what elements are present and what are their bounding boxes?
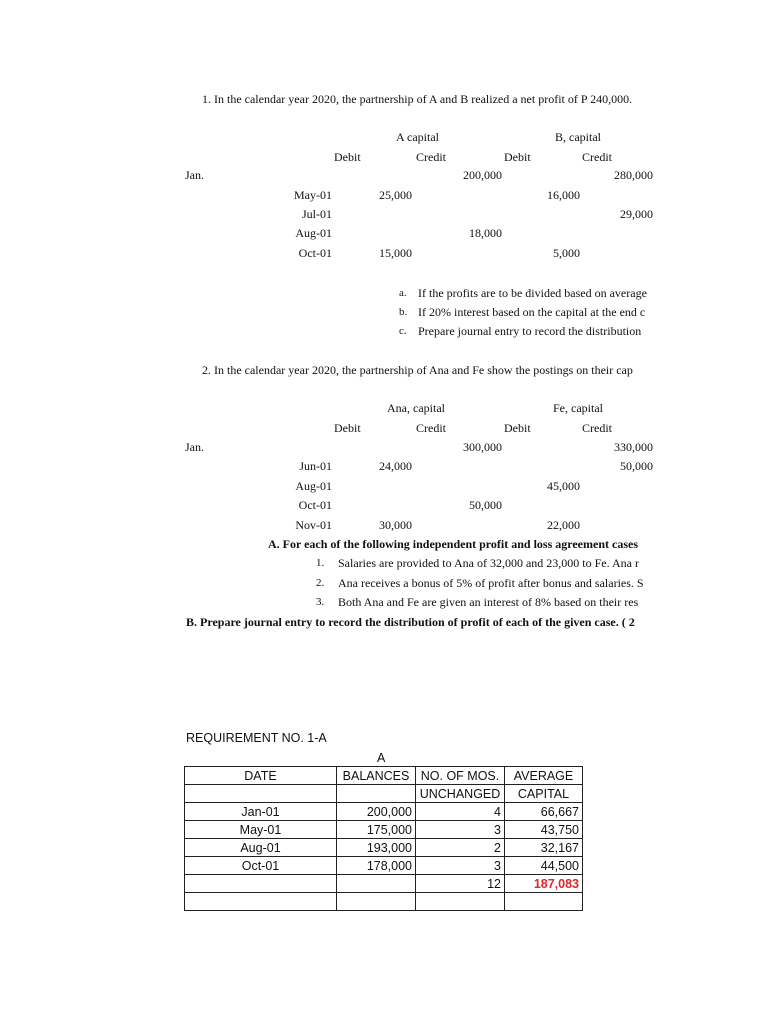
header-date: DATE — [185, 767, 337, 785]
cell-months: 3 — [416, 857, 505, 875]
p2-item-text: Salaries are provided to Ana of 32,000 and 23,000 to Fe. Ana r — [338, 556, 639, 570]
header-months: NO. OF MOS. — [416, 767, 505, 785]
cell-balance: 200,000 — [337, 803, 416, 821]
p1-b-credit: 29,000 — [620, 207, 653, 221]
p1-item-text: If 20% interest based on the capital at the end c — [418, 305, 646, 319]
p2-a-debit: 24,000 — [379, 459, 412, 473]
cell-empty — [505, 893, 583, 911]
p2-b-credit: 330,000 — [614, 440, 653, 454]
cell-months: 3 — [416, 821, 505, 839]
p2-item-mark: 3. — [316, 596, 325, 608]
table-row — [185, 821, 583, 839]
b-capital-header: B, capital — [555, 130, 601, 144]
p2-row-label: Oct-01 — [298, 498, 332, 512]
header-balances-2 — [337, 785, 416, 803]
p2-a-debit: 30,000 — [379, 518, 412, 532]
p1-row-label: May-01 — [294, 188, 332, 202]
ana-credit-header: Credit — [416, 421, 446, 435]
p1-a-debit: 25,000 — [379, 188, 412, 202]
fe-capital-header: Fe, capital — [553, 401, 603, 415]
cell-average: 43,750 — [505, 821, 583, 839]
p1-row-label: Oct-01 — [298, 246, 332, 260]
p1-item-mark: a. — [399, 287, 407, 299]
table-label: A — [377, 751, 386, 765]
p1-item-mark: c. — [399, 325, 407, 337]
cell-empty — [185, 875, 337, 893]
p2-a-credit: 50,000 — [469, 498, 502, 512]
ana-capital-header: Ana, capital — [387, 401, 445, 415]
p1-a-credit: 200,000 — [463, 168, 502, 182]
p1-item-text: If the profits are to be divided based on average — [418, 286, 647, 300]
p2-heading-b: B. Prepare journal entry to record the distribution of profit of each of the given case. ( 2 — [186, 615, 635, 629]
cell-average: 32,167 — [505, 839, 583, 857]
a-credit-header: Credit — [416, 150, 446, 164]
table-empty-row — [185, 893, 583, 911]
a-debit-header: Debit — [334, 150, 361, 164]
p2-row-label: Jun-01 — [299, 459, 332, 473]
p1-item-mark: b. — [399, 306, 408, 318]
a-capital-header: A capital — [396, 130, 439, 144]
p2-row-label: Jan. — [185, 440, 204, 454]
table-row — [185, 803, 583, 821]
cell-date: Jan-01 — [185, 803, 337, 821]
header-balances: BALANCES — [337, 767, 416, 785]
p2-row-label: Nov-01 — [295, 518, 332, 532]
cell-date: Oct-01 — [185, 857, 337, 875]
p2-heading-a: A. For each of the following independent profit and loss agreement cases — [268, 537, 638, 551]
header-date-2 — [185, 785, 337, 803]
table-total-row — [185, 875, 583, 893]
p2-a-credit: 300,000 — [463, 440, 502, 454]
cell-empty — [337, 893, 416, 911]
p2-b-credit: 50,000 — [620, 459, 653, 473]
cell-date: May-01 — [185, 821, 337, 839]
p1-a-credit: 18,000 — [469, 226, 502, 240]
p2-item-mark: 1. — [316, 557, 325, 569]
cell-empty — [337, 875, 416, 893]
p1-b-debit: 16,000 — [547, 188, 580, 202]
p2-row-label: Aug-01 — [295, 479, 332, 493]
p1-row-label: Jan. — [185, 168, 204, 182]
table-row — [185, 857, 583, 875]
cell-balance: 178,000 — [337, 857, 416, 875]
header-capital: CAPITAL — [505, 785, 583, 803]
b-credit-header: Credit — [582, 150, 612, 164]
cell-months: 4 — [416, 803, 505, 821]
total-average: 187,083 — [505, 875, 583, 893]
p2-b-debit: 22,000 — [547, 518, 580, 532]
cell-empty — [185, 893, 337, 911]
cell-average: 66,667 — [505, 803, 583, 821]
cell-balance: 175,000 — [337, 821, 416, 839]
total-months: 12 — [416, 875, 505, 893]
b-debit-header: Debit — [504, 150, 531, 164]
p2-b-debit: 45,000 — [547, 479, 580, 493]
cell-empty — [416, 893, 505, 911]
p1-b-credit: 280,000 — [614, 168, 653, 182]
p2-item-text: Ana receives a bonus of 5% of profit after bonus and salaries. S — [338, 576, 644, 590]
p1-item-text: Prepare journal entry to record the distribution — [418, 324, 642, 338]
table-header-row — [185, 767, 583, 785]
header-unchanged: UNCHANGED — [416, 785, 505, 803]
fe-debit-header: Debit — [504, 421, 531, 435]
header-average: AVERAGE — [505, 767, 583, 785]
problem1-intro: 1. In the calendar year 2020, the partnership of A and B realized a net profit of P 240,000. — [202, 92, 633, 106]
requirement-title: REQUIREMENT NO. 1-A — [186, 731, 327, 745]
table-header-row — [185, 785, 583, 803]
p2-item-text: Both Ana and Fe are given an interest of 8% based on their res — [338, 595, 639, 609]
cell-average: 44,500 — [505, 857, 583, 875]
p1-b-debit: 5,000 — [553, 246, 580, 260]
p1-row-label: Jul-01 — [302, 207, 332, 221]
problem2-intro: 2. In the calendar year 2020, the partnership of Ana and Fe show the postings on their cap — [202, 363, 633, 377]
average-capital-table — [184, 766, 583, 911]
p1-row-label: Aug-01 — [295, 226, 332, 240]
table-row — [185, 839, 583, 857]
p1-a-debit: 15,000 — [379, 246, 412, 260]
cell-balance: 193,000 — [337, 839, 416, 857]
cell-date: Aug-01 — [185, 839, 337, 857]
cell-months: 2 — [416, 839, 505, 857]
p2-item-mark: 2. — [316, 577, 325, 589]
fe-credit-header: Credit — [582, 421, 612, 435]
ana-debit-header: Debit — [334, 421, 361, 435]
